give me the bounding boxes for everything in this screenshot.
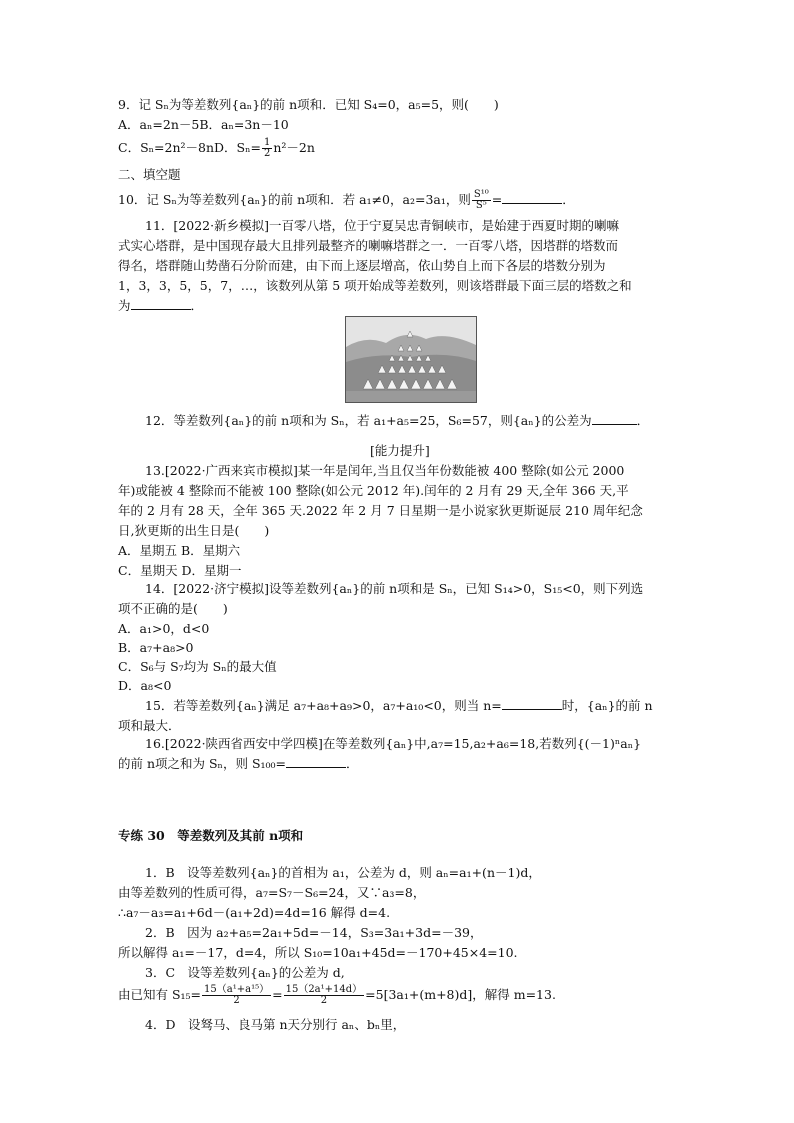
fraction: $\frac{\text{15（2a¹+14d）}}{2}$	[285, 984, 363, 1006]
q14-option-b: B．a₇+a₈>0	[118, 640, 194, 655]
answer-blank	[592, 412, 637, 425]
q15-line: 15．若等差数列{aₙ}满足 a₇+a₈+a₉>0，a₇+a₁₀<0，则当 n= 时，{aₙ}的前 n	[145, 698, 653, 713]
q16-line: 16.[2022·陕西省西安中学四模]在等差数列{aₙ}中,a₇=15,a₂+a₆=18,若数列{(－1)ⁿaₙ}	[145, 736, 642, 751]
answer-blank	[286, 755, 346, 768]
q13-line: 日,狄更斯的出生日是( )	[118, 523, 270, 538]
section-heading: 二、填空题	[118, 167, 181, 182]
solution-line: 1．B 设等差数列{aₙ}的首相为 a₁，公差为 d，则 aₙ=a₁+(n－1)d，	[145, 865, 541, 880]
q11-line: 得名，塔群随山势凿石分阶而建，由下而上逐层增高，依山势自上而下各层的塔数分别为	[118, 258, 606, 273]
solution-line: 4．D 设驽马、良马第 n天分别行 aₙ、bₙ里，	[145, 1017, 406, 1032]
q13-line: 年)或能被 4 整除而不能被 100 整除(如公元 2012 年).闰年的 2 月有 29 天,全年 366 天,平	[118, 483, 629, 498]
q12-stem: 12．等差数列{aₙ}的前 n项和为 Sₙ，若 a₁+a₅=25，S₆=57，则{aₙ}的公差为 ．	[145, 413, 650, 428]
q9-option-ab: A．aₙ=2n－5B．aₙ=3n－10	[118, 117, 289, 132]
section-heading-ability: [能力提升]	[370, 443, 430, 458]
q14-option-a: A．a₁>0，d<0	[118, 621, 210, 636]
fraction: $\frac{\text{15（a¹+a¹⁵）}}{2}$	[204, 984, 270, 1006]
q9-option-cd: C．Sₙ=2n²－8nD．Sₙ= $\frac{1}{2}$ n²－2n	[118, 137, 315, 159]
pagoda-illustration	[346, 317, 476, 402]
q9-stem: 9．记 Sₙ为等差数列{aₙ}的前 n项和．已知 S₄=0，a₅=5，则( )	[118, 97, 499, 112]
q14-option-c: C．S₆与 S₇均为 Sₙ的最大值	[118, 659, 277, 674]
fraction: $\frac{\text{S¹⁰}}{\text{S⁵}}$	[473, 189, 489, 211]
q11-line: 为 ．	[118, 298, 204, 313]
solution-line: 由等差数列的性质可得，a₇=S₇－S₆=24，又∵a₃=8，	[118, 885, 426, 900]
q16-line: 的前 n项之和为 Sₙ，则 S₁₀₀= ．	[118, 756, 359, 771]
q11-line: 式实心塔群，是中国现存最大且排列最整齐的喇嘛塔群之一．一百零八塔，因塔群的塔数而	[118, 238, 619, 253]
q11-line: 11．[2022·新乡模拟]一百零八塔，位于宁夏吴忠青铜峡市，是始建于西夏时期的喇嘛	[145, 218, 619, 233]
q14-option-d: D．a₈<0	[118, 678, 172, 693]
solution-line: 2．B 因为 a₂+a₅=2a₁+5d=－14，S₃=3a₁+3d=－39，	[145, 925, 483, 940]
solution-line: 由已知有 S₁₅= $\frac{\text{15（a¹+a¹⁵）}}{2}$ = $\frac{\text{15（2a¹+14d）}}{2}$ =5[3a₁+(m+8)d]，解得 m=13.	[118, 984, 556, 1006]
q14-line: 项不正确的是( )	[118, 601, 228, 616]
answer-blank	[131, 297, 191, 310]
solution-line: 3．C 设等差数列{aₙ}的公差为 d,	[145, 965, 345, 980]
q10-stem: 10．记 Sₙ为等差数列{aₙ}的前 n项和．若 a₁≠0，a₂=3a₁，则 $\frac{\text{S¹⁰}}{\text{S⁵}}$ = ．	[118, 189, 575, 211]
solution-line: 所以解得 a₁=－17，d=4，所以 S₁₀=10a₁+45d=－170+45×4=10.	[118, 945, 518, 960]
answer-blank	[502, 191, 562, 204]
pagoda-photo	[345, 316, 477, 403]
q13-line: 13.[2022·广西来宾市模拟]某一年是闰年,当且仅当年份数能被 400 整除(如公元 2000	[145, 463, 625, 478]
q11-line: 1，3，3，5，5，7，…，该数列从第 5 项开始成等差数列，则该塔群最下面三层的塔数之和	[118, 278, 632, 293]
q14-line: 14．[2022·济宁模拟]设等差数列{aₙ}的前 n项和是 Sₙ，已知 S₁₄>0，S₁₅<0，则下列选	[145, 581, 644, 596]
solutions-title: 专练 30 等差数列及其前 n项和	[118, 828, 304, 843]
fraction: $\frac{1}{2}$	[264, 137, 271, 159]
q13-option-cd: C．星期天 D．星期一	[118, 563, 242, 578]
q13-line: 年的 2 月有 28 天，全年 365 天.2022 年 2 月 7 日星期一是小说家狄更斯诞辰 210 周年纪念	[118, 503, 643, 518]
q15-line: 项和最大．	[118, 718, 181, 733]
answer-blank	[502, 697, 562, 710]
q13-option-ab: A．星期五 B．星期六	[118, 543, 241, 558]
solution-line: ∴a₇－a₃=a₁+6d－(a₁+2d)=4d=16 解得 d=4.	[118, 905, 391, 920]
